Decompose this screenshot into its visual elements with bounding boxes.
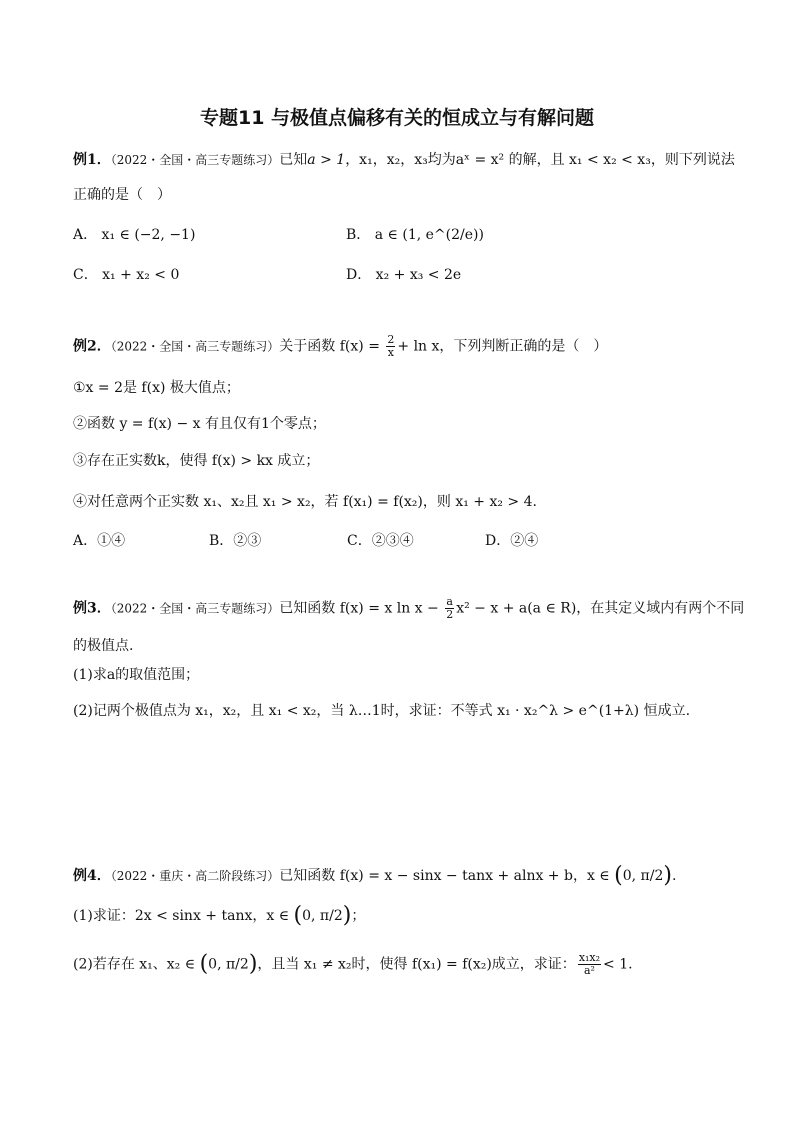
example-4-label: 例4．	[73, 868, 111, 884]
example-1-option-c: C． x₁ + x₂ < 0	[73, 267, 180, 283]
example-2-statement-2: ②函数 y = f(x) − x 有且仅有1个零点；	[73, 416, 326, 432]
example-4-question-2	[73, 952, 633, 977]
example-4-question-1-b: ；	[351, 908, 366, 924]
example-3-question-2: (2)记两个极值点为 x₁，x₂，且 x₁ < x₂，当 λ…1时，求证：不等式 x₁ · x₂^λ > e^(1+λ) 恒成立.	[73, 703, 691, 719]
example-4-interval: 0, π/2	[622, 868, 664, 884]
open-paren: (	[614, 863, 623, 888]
example-3-stem	[73, 596, 744, 621]
example-4-fraction-num: x₁x₂	[578, 951, 601, 964]
page-title: 专题11 与极值点偏移有关的恒成立与有解问题	[199, 107, 595, 129]
example-2-option-a: A．①④	[73, 533, 126, 549]
example-3-fraction-num: a	[446, 595, 453, 608]
example-2-statement-3: ③存在正实数k，使得 f(x) > kx 成立；	[73, 453, 320, 469]
example-2-stem-b: + ln x，下列判断正确的是（ ）	[397, 338, 608, 355]
example-1-stem	[73, 150, 735, 170]
example-2-statement-1: ①x = 2是 f(x) 极大值点；	[73, 380, 240, 396]
example-1-stem-b: ，x₁，x₂，x₃均为aˣ = x² 的解，且 x₁ < x₂ < x₃，则下列说法	[345, 152, 735, 168]
example-1-stem-line2: 正确的是（ ）	[73, 187, 171, 203]
example-3-source: （2022・全国・高三专题练习）	[110, 601, 280, 616]
example-1-option-b	[346, 224, 484, 244]
example-4-stem-a: 已知函数 f(x) = x − sinx − tanx + alnx + b，x ∈	[279, 868, 610, 884]
example-2-option-c: C．②③④	[347, 533, 414, 549]
example-4-interval-q1: 0, π/2	[302, 908, 343, 924]
example-2-statement-4: ④对任意两个正实数 x₁、x₂且 x₁ > x₂，若 f(x₁) = f(x₂)，则 x₁ + x₂ > 4.	[73, 494, 537, 510]
example-2-stem	[73, 334, 607, 359]
open-paren: (	[199, 951, 209, 977]
example-2-option-b: B．②③	[209, 533, 262, 549]
close-paren: )	[342, 903, 352, 928]
example-1-option-b-text: a ∈ (1, e^(2/e))	[374, 227, 484, 243]
example-4-fraction-den: a²	[583, 964, 595, 977]
close-paren: )	[663, 863, 672, 888]
open-paren: (	[293, 903, 303, 928]
example-3-stem-line2: 的极值点.	[73, 638, 134, 654]
example-2-stem-a: 关于函数 f(x) =	[279, 338, 385, 355]
example-3-stem-b: x² − x + a(a ∈ R)，在其定义域内有两个不同	[456, 600, 745, 617]
example-1-source: （2022・全国・高三专题练习）	[110, 153, 280, 167]
example-4-question-1-a: (1)求证：2x < sinx + tanx，x ∈	[73, 908, 290, 924]
example-2-fraction	[386, 334, 395, 359]
example-1-stem-a: 已知	[279, 152, 308, 168]
example-2-fraction-num: 2	[387, 333, 395, 346]
example-4-stem: 例4．（2022・重庆・高二阶段练习）已知函数 f(x) = x − sinx − tanx + alnx + b，x ∈ (0, π/2).	[73, 863, 677, 888]
example-4-interval-q2: 0, π/2	[208, 956, 249, 973]
example-4-question-1	[73, 903, 366, 928]
example-4-question-2-b: ，且当 x₁ ≠ x₂时，使得 f(x₁) = f(x₂)成立，求证：	[257, 956, 576, 973]
example-4-question-2-a: (2)若存在 x₁、x₂ ∈	[73, 956, 196, 973]
example-1-condition: a > 1	[307, 152, 346, 168]
example-4-fraction	[578, 952, 601, 977]
example-3-label: 例3．	[73, 600, 111, 617]
example-1-label: 例1．	[73, 152, 111, 168]
example-4-source: （2022・重庆・高二阶段练习）	[110, 869, 280, 883]
example-2-source: （2022・全国・高三专题练习）	[110, 339, 280, 354]
example-3-fraction-den: 2	[446, 608, 454, 621]
example-1-option-b-label: B．	[346, 227, 371, 243]
example-4-question-2-c: < 1.	[603, 956, 633, 973]
example-3-fraction	[445, 596, 454, 621]
example-3-question-1: (1)求a的取值范围；	[73, 667, 200, 683]
example-1-option-d: D． x₂ + x₃ < 2e	[346, 267, 462, 283]
example-2-fraction-den: x	[387, 346, 394, 359]
example-2-label: 例2．	[73, 338, 111, 355]
example-3-stem-a: 已知函数 f(x) = x ln x −	[279, 600, 444, 617]
example-1-option-a: A． x₁ ∈ (−2, −1)	[73, 227, 196, 243]
example-2-option-d: D．②④	[485, 533, 539, 549]
close-paren: )	[248, 951, 258, 977]
